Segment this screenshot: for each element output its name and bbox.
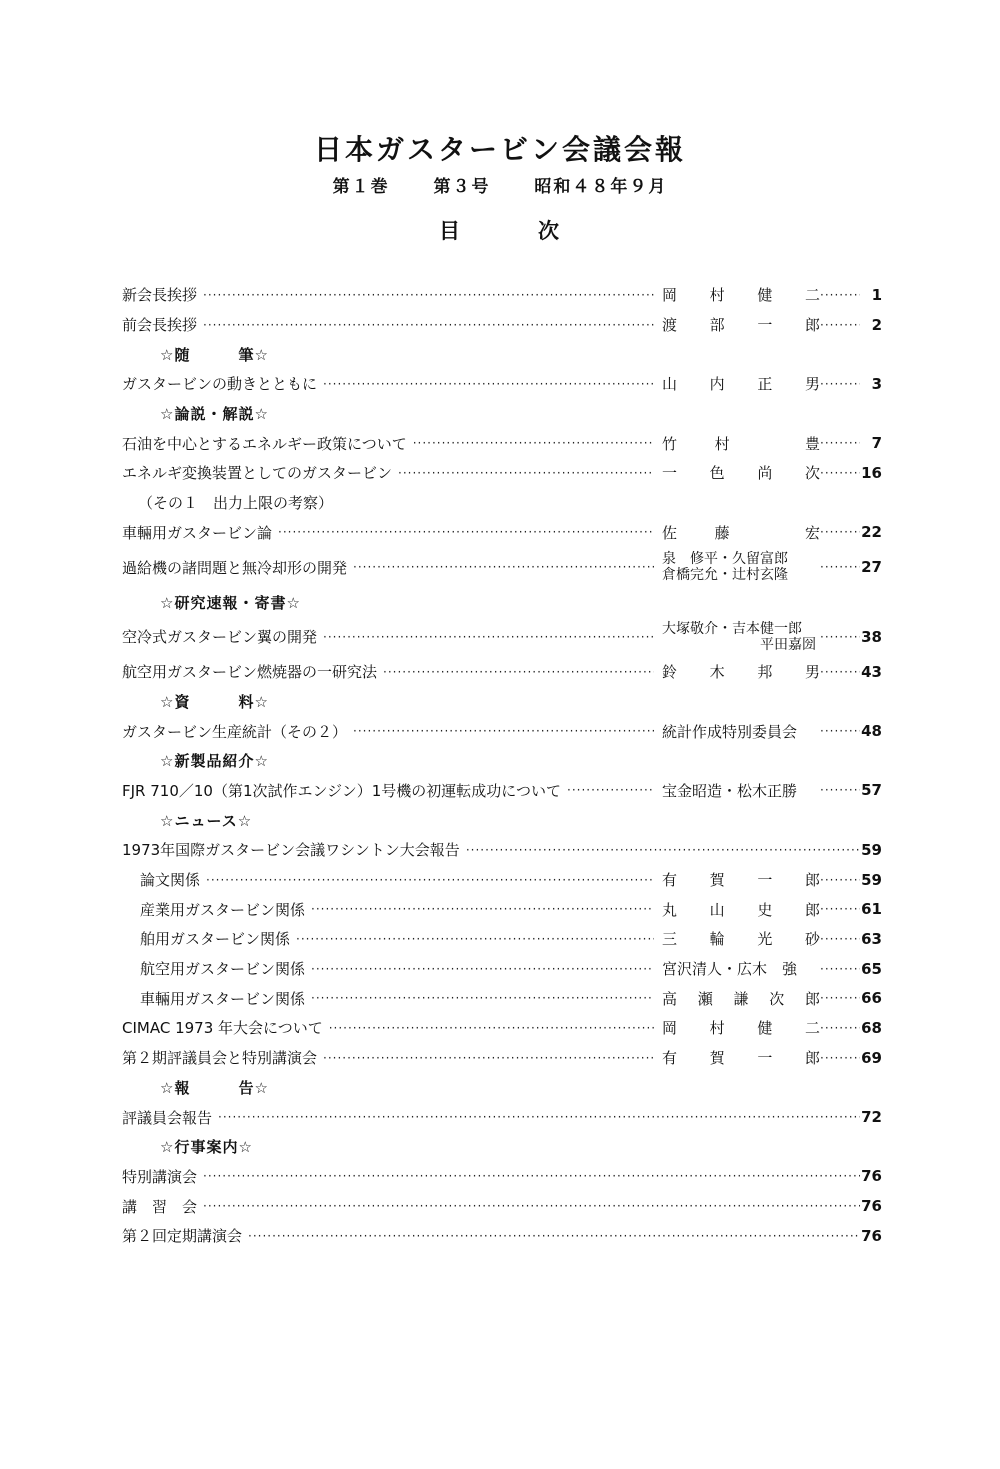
entry-author <box>654 899 820 920</box>
toc-entry[interactable] <box>122 617 882 657</box>
leader-dots <box>820 1052 860 1064</box>
toc-entry[interactable] <box>122 894 882 924</box>
entry-title: 論文関係 <box>140 871 201 890</box>
leader-dots <box>820 561 860 573</box>
toc-entry[interactable] <box>122 1102 882 1132</box>
toc-entry[interactable] <box>122 458 882 488</box>
author-char: 二 <box>804 1019 820 1038</box>
author-char: 健 <box>757 1019 773 1038</box>
entry-title: 空冷式ガスタービン翼の開発 <box>122 628 318 647</box>
entry-author <box>654 928 820 949</box>
author-char: 次 <box>769 989 785 1008</box>
author-line-1: 泉 修平・久留富郎 <box>662 551 788 568</box>
author-char: 鈴 <box>662 663 678 682</box>
leader-dots <box>329 1022 654 1034</box>
leader-dots <box>278 526 654 538</box>
page-number: 68 <box>861 1018 882 1037</box>
leader-dots <box>203 319 654 331</box>
leader-dots <box>203 1200 860 1212</box>
journal-title: 日本ガスタービン会議会報 <box>313 133 686 166</box>
leader-dots <box>820 467 860 479</box>
entry-author <box>654 551 820 583</box>
author-char: 内 <box>709 375 725 394</box>
entry-author <box>654 284 820 305</box>
toc-entry[interactable] <box>122 983 882 1013</box>
entry-title: 第２期評議員会と特別講演会 <box>122 1049 318 1068</box>
leader-dots <box>820 874 860 886</box>
author-char: 村 <box>709 286 725 305</box>
leader-dots <box>311 903 654 915</box>
issue-line <box>0 172 1000 197</box>
page-number: 61 <box>861 900 882 919</box>
leader-dots <box>820 1022 860 1034</box>
entry-title: 特別講演会 <box>122 1167 198 1186</box>
section-heading: ☆研究速報・寄書☆ <box>160 593 301 612</box>
entry-author: 統計作成特別委員会 <box>662 722 798 741</box>
toc-entry[interactable] <box>122 518 882 548</box>
toc-entry[interactable] <box>122 1191 882 1221</box>
author-char: 村 <box>714 434 730 453</box>
entry-title: 石油を中心とするエネルギー政策について <box>122 434 407 453</box>
table-of-contents <box>122 280 882 1251</box>
entry-author <box>654 433 820 454</box>
section-heading: ☆新製品紹介☆ <box>160 752 269 771</box>
entry-subtitle: （その１ 出力上限の考察） <box>138 494 334 513</box>
author-char: 二 <box>804 286 820 305</box>
toc-entry[interactable] <box>122 280 882 310</box>
page-number: 43 <box>861 662 882 681</box>
leader-dots <box>820 903 860 915</box>
author-char: 竹 <box>662 434 678 453</box>
author-char: 山 <box>709 900 725 919</box>
entry-title: 1973年国際ガスタービン会議ワシントン大会報告 <box>122 841 460 860</box>
page-number: 16 <box>861 463 882 482</box>
leader-dots <box>820 378 860 390</box>
entry-author <box>654 314 820 335</box>
leader-dots <box>567 784 654 796</box>
toc-entry[interactable] <box>122 310 882 340</box>
toc-entry[interactable] <box>122 865 882 895</box>
leader-dots <box>398 467 654 479</box>
author-char: 砂 <box>804 930 820 949</box>
leader-dots <box>820 437 860 449</box>
author-char: 有 <box>662 1049 678 1068</box>
author-char: 史 <box>757 900 773 919</box>
author-char: 色 <box>709 464 725 483</box>
entry-author <box>654 462 820 483</box>
page-number: 76 <box>861 1226 882 1245</box>
author-char: 郎 <box>804 989 820 1008</box>
author-char: 賀 <box>709 1049 725 1068</box>
entry-title: 航空用ガスタービン関係 <box>140 960 306 979</box>
toc-heading <box>0 215 1000 245</box>
entry-title: FJR 710／10（第1次試作エンジン）1号機の初運転成功について <box>122 781 561 800</box>
entry-title: 過給機の諸問題と無冷却形の開発 <box>122 558 348 577</box>
leader-dots <box>820 319 860 331</box>
author-char: 一 <box>757 1049 773 1068</box>
page-number: 69 <box>861 1048 882 1067</box>
entry-author <box>654 869 820 890</box>
entry-author <box>654 1017 820 1038</box>
entry-title: 航空用ガスタービン燃焼器の一研究法 <box>122 663 378 682</box>
author-line-2: 平田嘉圀 <box>760 636 816 653</box>
author-char: 一 <box>757 316 773 335</box>
author-char: 正 <box>757 375 773 394</box>
section-heading: ☆行事案内☆ <box>160 1138 253 1157</box>
leader-dots <box>820 526 860 538</box>
leader-dots <box>323 631 654 643</box>
toc-entry[interactable] <box>122 835 882 865</box>
entry-title: 車輛用ガスタービン関係 <box>140 989 306 1008</box>
toc-entry[interactable] <box>122 1162 882 1192</box>
leader-dots <box>820 963 860 975</box>
issue-number: 第３号 <box>433 177 491 197</box>
page-number: 2 <box>871 315 882 334</box>
author-line-1: 大塚敬介・吉本健一郎 <box>662 620 802 637</box>
toc-entry[interactable] <box>122 428 882 458</box>
leader-dots <box>353 725 654 737</box>
entry-title: エネルギ変換装置としてのガスタービン <box>122 464 393 483</box>
author-char: 郎 <box>804 900 820 919</box>
page-number: 22 <box>861 523 882 542</box>
toc-entry[interactable] <box>122 369 882 399</box>
page-number: 76 <box>861 1167 882 1186</box>
entry-title: ガスタービン生産統計（その２） <box>122 722 348 741</box>
page-number: 59 <box>861 870 882 889</box>
author-char: 丸 <box>662 900 678 919</box>
author-char: 宏 <box>804 523 820 542</box>
toc-entry[interactable] <box>122 547 882 587</box>
entry-author <box>654 661 820 682</box>
entry-title: CIMAC 1973 年大会について <box>122 1019 323 1038</box>
entry-author: 宝金昭造・松木正勝 <box>662 781 798 800</box>
author-char: 三 <box>662 930 678 949</box>
entry-title: 産業用ガスタービン関係 <box>140 900 306 919</box>
toc-heading-char-2: 次 <box>538 219 561 243</box>
leader-dots <box>323 1052 654 1064</box>
leader-dots <box>466 844 860 856</box>
page-number: 1 <box>871 285 882 304</box>
author-char: 一 <box>662 464 678 483</box>
author-char: 山 <box>662 375 678 394</box>
author-char: 高 <box>662 989 678 1008</box>
leader-dots <box>203 289 654 301</box>
entry-author <box>654 621 820 653</box>
page-number: 76 <box>861 1197 882 1216</box>
toc-entry[interactable] <box>122 716 882 746</box>
author-char: 部 <box>709 316 725 335</box>
toc-entry[interactable] <box>122 924 882 954</box>
leader-dots <box>413 437 654 449</box>
author-char: 藤 <box>714 523 730 542</box>
page-number: 48 <box>861 722 882 741</box>
entry-author <box>654 373 820 394</box>
leader-dots <box>311 992 654 1004</box>
entry-author <box>654 1047 820 1068</box>
section-heading: ☆報 告☆ <box>160 1078 269 1097</box>
author-char: 尚 <box>757 464 773 483</box>
page-number: 72 <box>861 1108 882 1127</box>
entry-title: 新会長挨拶 <box>122 286 198 305</box>
entry-title: 講 習 会 <box>122 1197 198 1216</box>
leader-dots <box>296 933 654 945</box>
entry-author <box>654 522 820 543</box>
entry-title: 前会長挨拶 <box>122 316 198 335</box>
leader-dots <box>323 378 654 390</box>
page-number: 27 <box>861 558 882 577</box>
toc-entry[interactable] <box>122 657 882 687</box>
author-line-2: 倉橋完允・辻村玄隆 <box>662 567 788 584</box>
page-number: 7 <box>871 434 882 453</box>
entry-author: 宮沢清人・広木 強 <box>662 960 798 979</box>
leader-dots <box>203 1170 860 1182</box>
toc-entry[interactable] <box>122 1013 882 1043</box>
entry-title: ガスタービンの動きとともに <box>122 375 318 394</box>
page-number: 57 <box>861 781 882 800</box>
leader-dots <box>248 1230 860 1242</box>
toc-entry[interactable] <box>122 776 882 806</box>
section-heading: ☆ニュース☆ <box>160 811 253 830</box>
author-char: 賀 <box>709 871 725 890</box>
section-heading: ☆資 料☆ <box>160 692 269 711</box>
author-char: 健 <box>757 286 773 305</box>
section-heading: ☆随 筆☆ <box>160 345 269 364</box>
issue-date: 昭和４８年９月 <box>534 177 668 197</box>
page-number: 3 <box>871 374 882 393</box>
author-char: 岡 <box>662 286 678 305</box>
toc-heading-char-1: 目 <box>439 219 462 243</box>
leader-dots <box>820 666 860 678</box>
leader-dots <box>820 631 860 643</box>
author-char: 渡 <box>662 316 678 335</box>
entry-title: 評議員会報告 <box>122 1108 213 1127</box>
author-char: 一 <box>757 871 773 890</box>
entry-title: 車輛用ガスタービン論 <box>122 523 273 542</box>
leader-dots <box>820 992 860 1004</box>
page-number: 66 <box>861 989 882 1008</box>
page-number: 59 <box>861 840 882 859</box>
author-char: 瀬 <box>697 989 713 1008</box>
author-char: 輪 <box>709 930 725 949</box>
author-char: 邦 <box>757 663 773 682</box>
author-char: 郎 <box>804 871 820 890</box>
page-number: 63 <box>861 929 882 948</box>
page-number: 65 <box>861 959 882 978</box>
entry-title: 第２回定期講演会 <box>122 1227 243 1246</box>
leader-dots <box>820 933 860 945</box>
entry-author <box>654 988 820 1009</box>
leader-dots <box>218 1111 860 1123</box>
author-char: 光 <box>757 930 773 949</box>
page-number: 38 <box>861 627 882 646</box>
leader-dots <box>820 784 860 796</box>
toc-entry[interactable] <box>122 954 882 984</box>
author-char: 謙 <box>733 989 749 1008</box>
leader-dots <box>311 963 654 975</box>
toc-entry[interactable] <box>122 1221 882 1251</box>
leader-dots <box>820 289 860 301</box>
author-char: 郎 <box>804 1049 820 1068</box>
toc-entry[interactable] <box>122 1043 882 1073</box>
author-char: 郎 <box>804 316 820 335</box>
author-char: 豊 <box>804 434 820 453</box>
section-heading: ☆論説・解説☆ <box>160 405 269 424</box>
leader-dots <box>353 561 654 573</box>
leader-dots <box>383 666 654 678</box>
author-char: 男 <box>804 663 820 682</box>
author-char: 男 <box>804 375 820 394</box>
author-char: 次 <box>804 464 820 483</box>
leader-dots <box>820 725 860 737</box>
entry-title: 舶用ガスタービン関係 <box>140 930 291 949</box>
author-char: 村 <box>709 1019 725 1038</box>
author-char: 有 <box>662 871 678 890</box>
author-char: 木 <box>709 663 725 682</box>
author-char: 佐 <box>662 523 678 542</box>
volume: 第１巻 <box>332 177 390 197</box>
author-char: 岡 <box>662 1019 678 1038</box>
leader-dots <box>206 874 654 886</box>
